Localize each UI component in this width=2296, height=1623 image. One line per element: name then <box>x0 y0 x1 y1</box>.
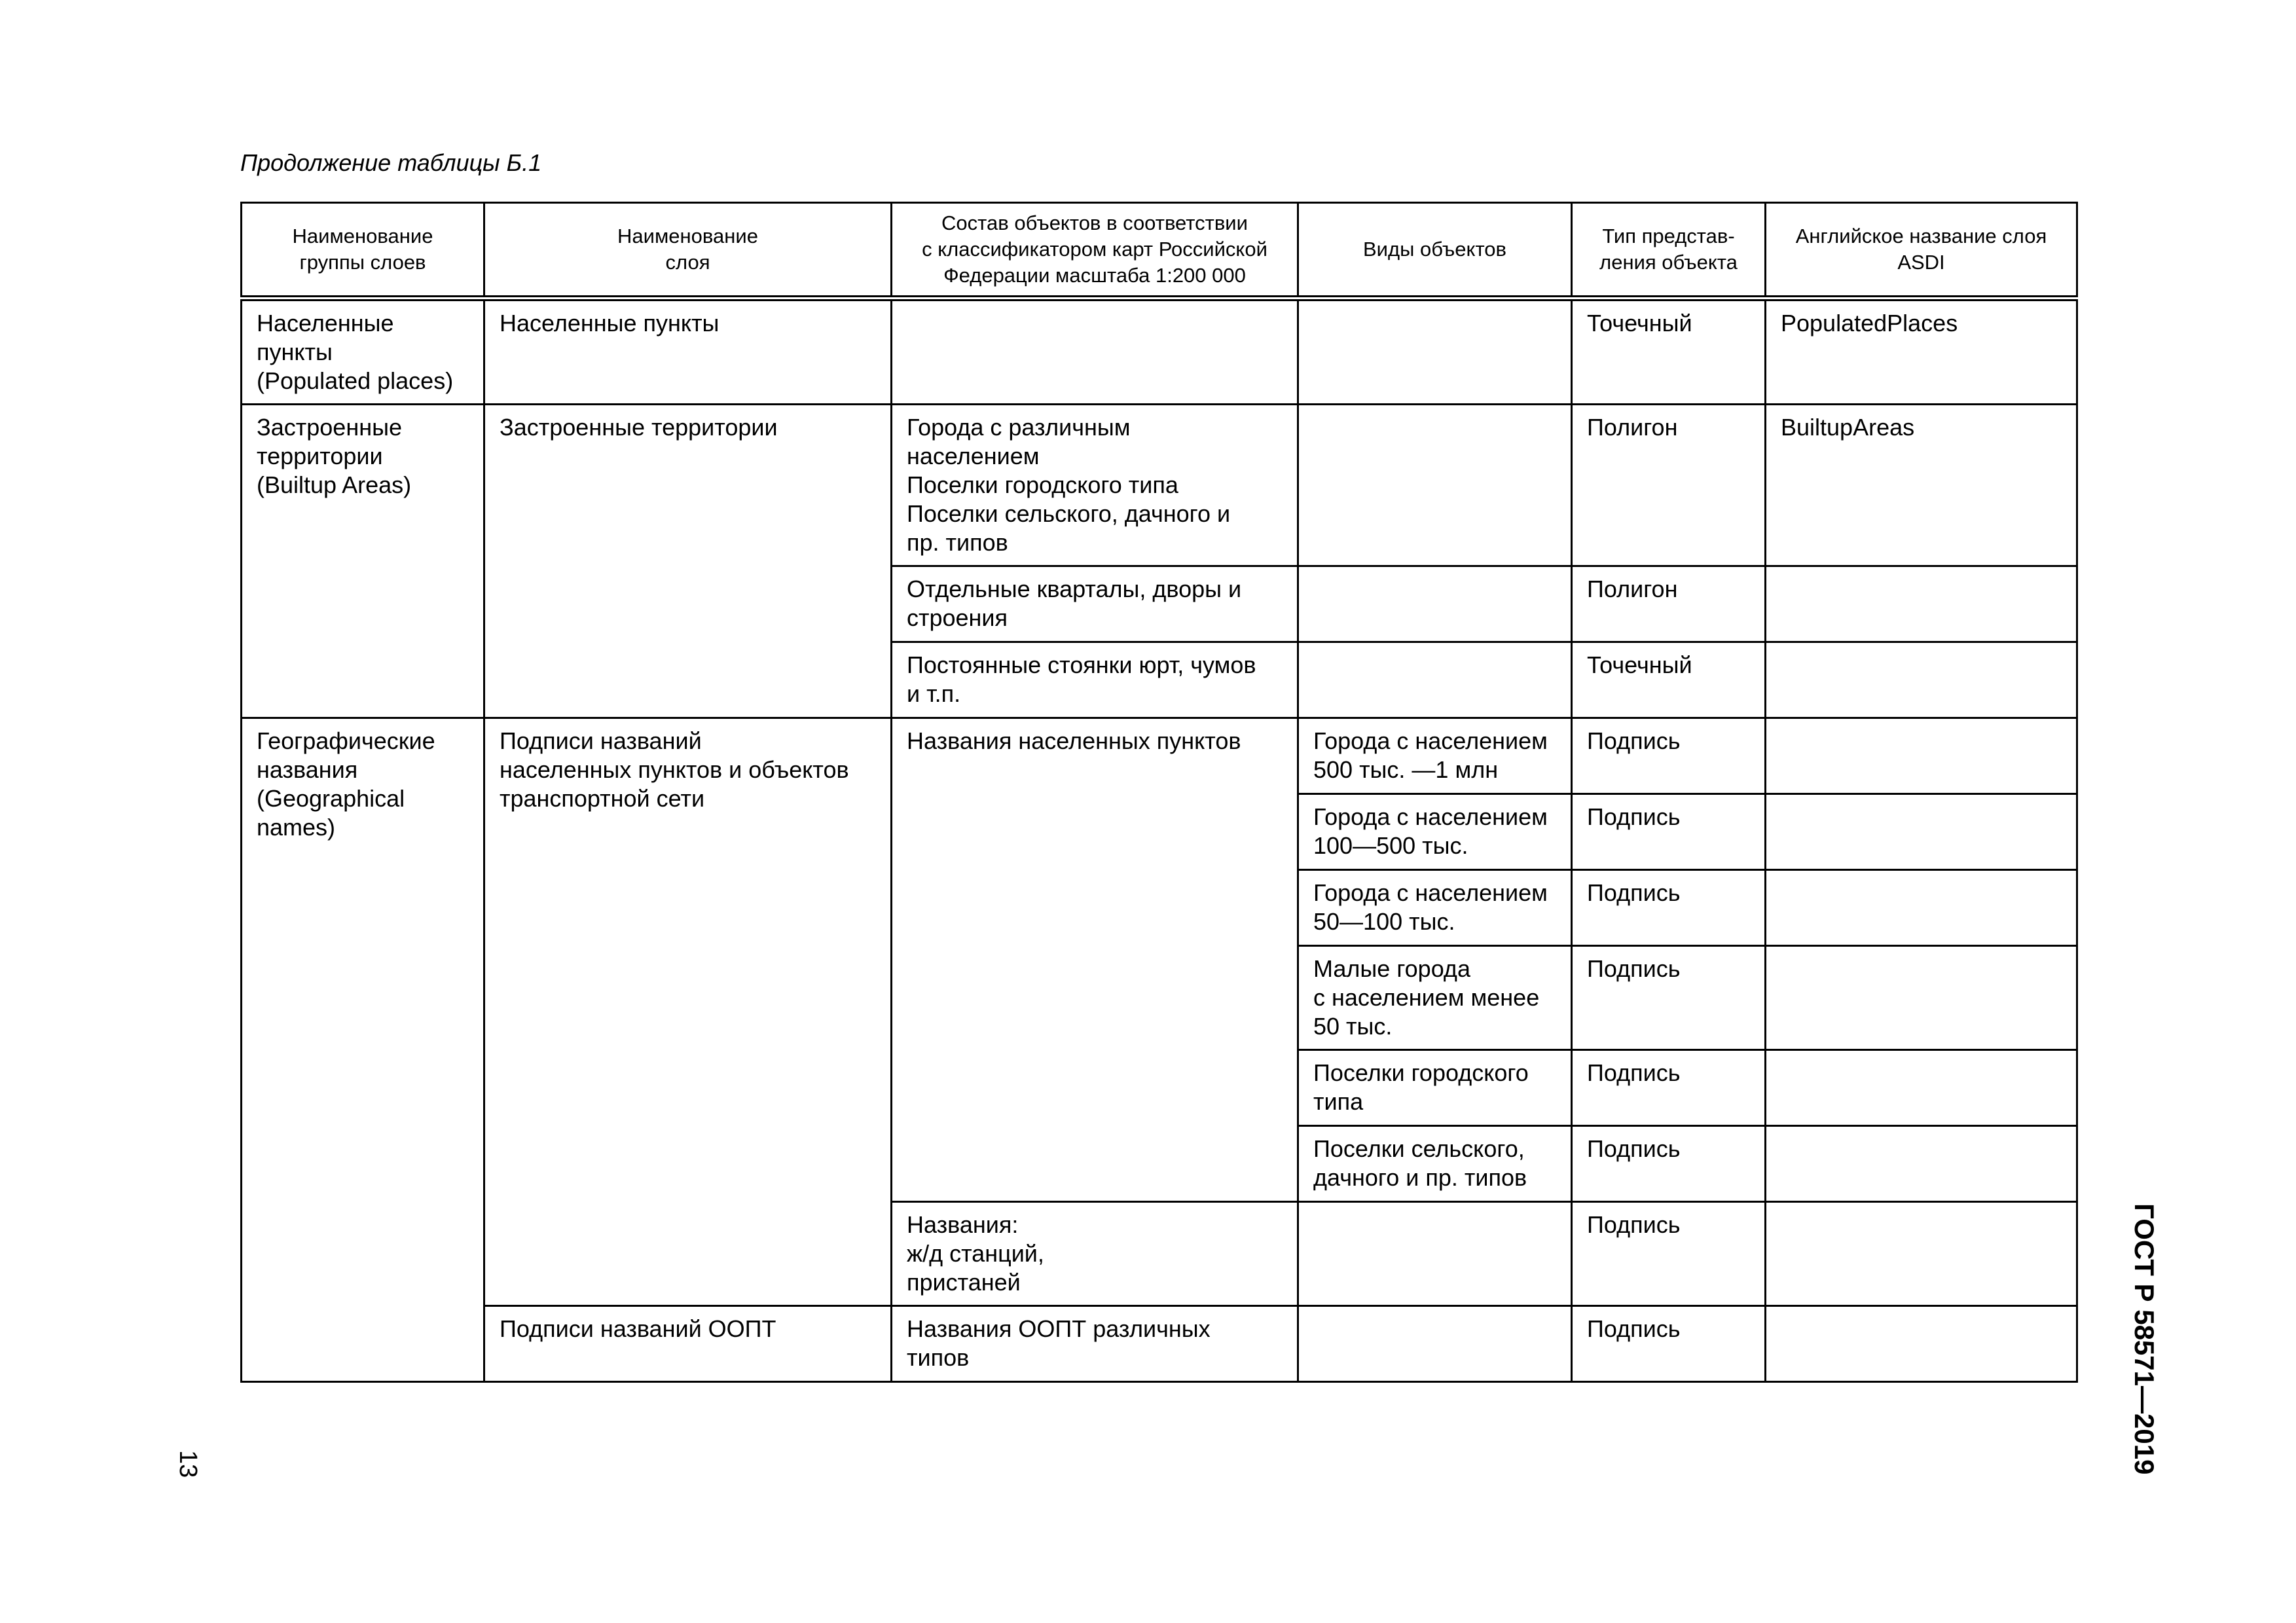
asdi-cell <box>1766 946 2077 1050</box>
header-object-kinds: Виды объектов <box>1298 203 1572 299</box>
table-row <box>242 299 2077 405</box>
kind-cell <box>1298 299 1572 405</box>
asdi-cell <box>1766 1306 2077 1382</box>
table-caption: Продолжение таблицы Б.1 <box>240 149 542 176</box>
header-representation-type: Тип представ- ления объекта <box>1572 203 1766 299</box>
type-cell: Подпись <box>1572 1306 1766 1382</box>
layer-cell: Застроенные территории <box>484 405 892 718</box>
asdi-cell: PopulatedPlaces <box>1766 299 2077 405</box>
asdi-cell <box>1766 1202 2077 1306</box>
layer-cell: Населенные пункты <box>484 299 892 405</box>
type-cell: Подпись <box>1572 946 1766 1050</box>
type-cell: Точечный <box>1572 642 1766 718</box>
type-cell: Полигон <box>1572 405 1766 566</box>
type-cell: Подпись <box>1572 794 1766 870</box>
kind-cell <box>1298 566 1572 642</box>
table-row <box>242 1306 2077 1382</box>
composition-cell: Названия: ж/д станций, пристаней <box>892 1202 1298 1306</box>
type-cell: Подпись <box>1572 1202 1766 1306</box>
kind-cell <box>1298 1202 1572 1306</box>
asdi-cell <box>1766 642 2077 718</box>
table-row <box>242 718 2077 794</box>
kind-cell: Малые города с населением менее 50 тыс. <box>1298 946 1572 1050</box>
kind-cell <box>1298 405 1572 566</box>
kind-cell <box>1298 642 1572 718</box>
kind-cell: Города с населением 100—500 тыс. <box>1298 794 1572 870</box>
kind-cell: Поселки городского типа <box>1298 1050 1572 1126</box>
table-row <box>242 405 2077 566</box>
kind-cell <box>1298 1306 1572 1382</box>
header-row <box>242 203 2077 299</box>
asdi-cell <box>1766 1050 2077 1126</box>
type-cell: Подпись <box>1572 1050 1766 1126</box>
asdi-cell <box>1766 718 2077 794</box>
header-composition: Состав объектов в соответствии с классификатором карт Российской Федерации масштаба 1:200 000 <box>892 203 1298 299</box>
asdi-cell <box>1766 1126 2077 1202</box>
composition-cell: Города с различным населением Поселки городского типа Поселки сельского, дачного и пр. типов <box>892 405 1298 566</box>
kind-cell: Города с населением 50—100 тыс. <box>1298 870 1572 946</box>
standard-code: ГОСТ Р 58571—2019 <box>2129 1203 2160 1475</box>
layer-cell: Подписи названий ООПТ <box>484 1306 892 1382</box>
type-cell: Полигон <box>1572 566 1766 642</box>
header-asdi-name: Английское название слоя ASDI <box>1766 203 2077 299</box>
layer-cell: Подписи названий населенных пунктов и объектов транспортной сети <box>484 718 892 1306</box>
type-cell: Подпись <box>1572 1126 1766 1202</box>
type-cell: Подпись <box>1572 870 1766 946</box>
type-cell: Подпись <box>1572 718 1766 794</box>
asdi-cell <box>1766 794 2077 870</box>
composition-cell: Названия ООПТ различных типов <box>892 1306 1298 1382</box>
header-layer-group: Наименование группы слоев <box>242 203 484 299</box>
group-cell: Застроенные территории (Builtup Areas) <box>242 405 484 718</box>
page-number: 13 <box>174 1450 202 1478</box>
asdi-cell: BuiltupAreas <box>1766 405 2077 566</box>
group-cell: Населенные пункты (Populated places) <box>242 299 484 405</box>
composition-cell <box>892 299 1298 405</box>
kind-cell: Поселки сельского, дачного и пр. типов <box>1298 1126 1572 1202</box>
group-cell: Географические названия (Geographical names) <box>242 718 484 1382</box>
composition-cell: Названия населенных пунктов <box>892 718 1298 1202</box>
composition-cell: Постоянные стоянки юрт, чумов и т.п. <box>892 642 1298 718</box>
asdi-cell <box>1766 566 2077 642</box>
type-cell: Точечный <box>1572 299 1766 405</box>
asdi-cell <box>1766 870 2077 946</box>
kind-cell: Города с населением 500 тыс. —1 млн <box>1298 718 1572 794</box>
layers-table <box>240 202 2078 1383</box>
header-layer-name: Наименование слоя <box>484 203 892 299</box>
composition-cell: Отдельные кварталы, дворы и строения <box>892 566 1298 642</box>
